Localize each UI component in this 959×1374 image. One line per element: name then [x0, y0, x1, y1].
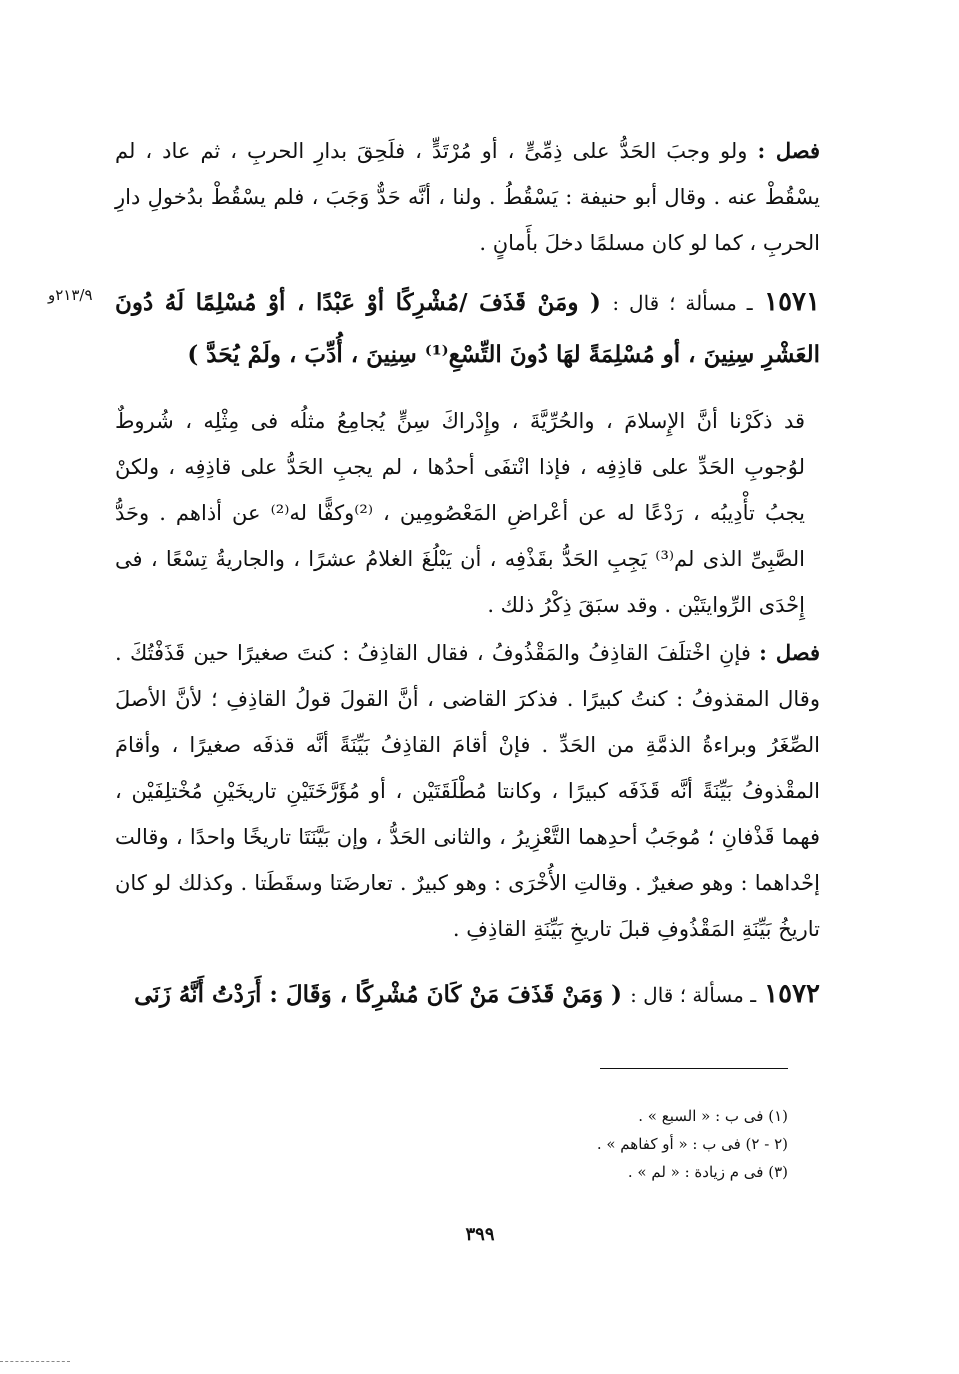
paragraph-fasl-1 — [115, 128, 820, 266]
masala-text: ( وَمَنْ قَذَفَ مَنْ كَانَ مُشْرِكًا ، وَقَالَ : أَرَدْتُ أَنَّهُ زَنَى — [134, 981, 623, 1008]
fasl-heading: فصل : — [757, 138, 820, 163]
masala-number: ١٥٧١ — [764, 287, 820, 317]
paragraph-text: فإنِ اخْتلَفَ القاذِفُ والمَقْذُوفُ ، فقال القاذِفُ : كنتَ صغيرًا حين قَذَفْتُكَ . وقال المقذوفُ : كنتُ كبيرًا . فذكرَ القاضى ، أنَّ القولَ قولُ القاذِفِ ؛ لأنَّ الأصلَ الصِّغَرُ وبراءةُ الذمَّةِ من الحَدِّ . فإنْ أقامَ القاذِفُ بَيِّنَةً أنَّه قذفَه صغيرًا ، وأقامَ المقْذوفُ بَيِّنَةً أنَّه قَذَفَه كبيرًا ، وكانتا مُطْلَقَتَيْن ، أو مُؤَرَّخَتَيْنِ تاريخَيْنِ مُخْتلِفَيْن ، فهما قَذْفانِ ؛ مُوجَبُ أحدِهما التَّعْزِيرُ ، والثانى الحَدُّ ، وإن بَيَّنَتَا تاريخًا واحدًا ، وقالت إحْداهما : وهو صغيرٌ . وقالتِ الأُخْرَى : وهو كبيرٌ . تعارضَتا وسقَطَتا . وكذلك لو كان تاريخُ بَيِّنَةِ المَقْذُوفِ قبلَ تاريخِ بَيِّنَةِ القاذِفِ . — [115, 641, 820, 941]
masala-1571 — [115, 276, 820, 381]
commentary-paragraph — [115, 398, 805, 628]
paragraph-fasl-2 — [115, 630, 820, 952]
masala-text: ( ومَنْ قَذَفَ /مُشْرِكًا أوْ عَبْدًا ، أوْ مُسْلِمًا لَهُ دُونَ العَشْرِ سِنِينَ ، أو مُسْلِمَةً لهَا دُونَ التِّسْعِ⁽¹⁾ سِنِينَ ، أُدِّبَ ، ولَمْ يُحَدَّ ) — [115, 289, 820, 368]
paragraph-text: ولو وجبَ الحَدُّ على ذِمِّىٍّ ، أو مُرْتَدٍّ ، فلَحِقَ بدارِ الحربِ ، ثم عاد ، لم يسْقُطْ عنه . وقال أبو حنيفة : يَسْقُطُ . ولنا ، أنَّه حَدٌّ وَجَبَ ، فلم يسْقُطْ بدُخولِ دارِ الحربِ ، كما لو كان مسلمًا دخلَ بأَمانٍ . — [115, 139, 820, 255]
masala-intro: ـ مسألة ؛ قال : — [612, 291, 753, 315]
scan-edge-mark — [0, 1361, 70, 1362]
margin-reference: ٢١٣/٩و — [48, 286, 93, 304]
footnotes — [400, 1102, 788, 1186]
page-number: ٣٩٩ — [465, 1224, 495, 1245]
masala-number: ١٥٧٢ — [764, 979, 820, 1009]
footnote-1: (١) فى ب : « السبع » . — [638, 1107, 788, 1125]
footnote-3: (٣) فى م زيادة : « لم » . — [627, 1163, 788, 1181]
masala-1572 — [115, 968, 820, 1021]
footnote-divider — [600, 1068, 788, 1069]
footnote-2: (٢ - ٢) فى ب : « أو كفاهم » . — [596, 1135, 788, 1153]
masala-intro: ـ مسألة ؛ قال : — [630, 983, 757, 1007]
fasl-heading: فصل : — [759, 640, 820, 665]
paragraph-text: قد ذكَرْنا أنَّ الإِسلامَ ، والحُرِّيَّةَ ، وإِدْراكَ سِنٍّ يُجامِعُ مثلُه فى مِثْلِه ، شُروطٌ لوُجوبِ الحَدِّ على قاذِفِه ، فإذا انْتفَى أحدُها ، لم يجبِ الحَدُّ على قاذِفِه ، ولكنْ يجبُ تأْدِيبُه ، رَدْعًا له عن أعْراضِ المَعْصُومِين ، ⁽²⁾وكفًّا له⁽²⁾ عن أذاهم . وحَدُّ الصَّبِىِّ الذى لم⁽³⁾ يَجِبِ الحَدُّ بقَذْفِه ، أن يَبْلُغَ الغلامُ عشرًا ، والجاريةُ تِسْعًا ، فى إِحْدَى الرِّوايتَيْن . وقد سبَقَ ذِكْرُ ذلك . — [115, 409, 805, 617]
